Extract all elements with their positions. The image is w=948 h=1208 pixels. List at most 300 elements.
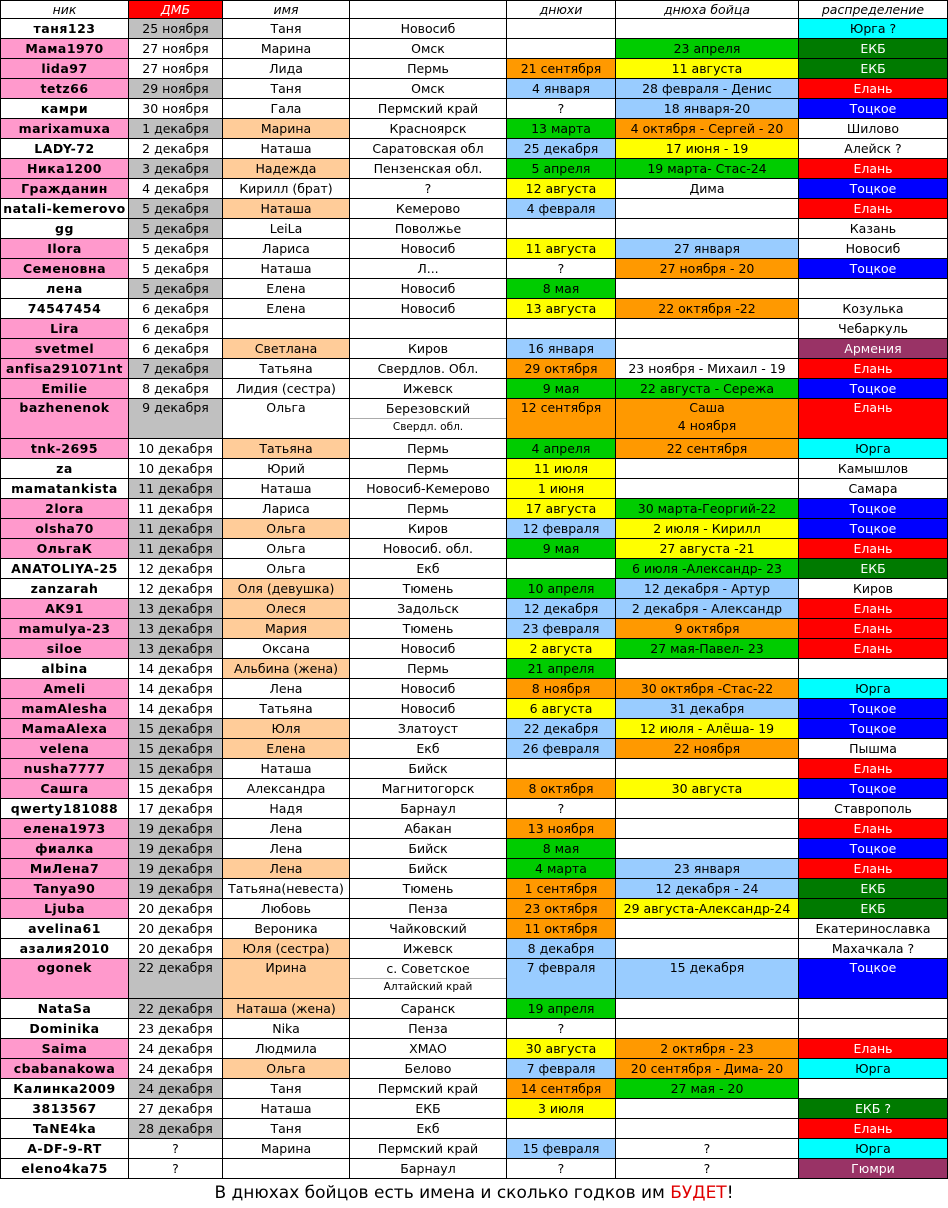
birthday-cell: 23 февраля: [507, 619, 616, 639]
table-row: [1, 779, 948, 799]
soldier-birthday-cell: 2 июля - Кирилл: [616, 519, 799, 539]
table-row: [1, 1079, 948, 1099]
birthday-cell: 17 августа: [507, 499, 616, 519]
dmb-cell: 13 декабря: [129, 599, 223, 619]
birthday-cell: 1 сентября: [507, 879, 616, 899]
distribution-cell: Елань: [799, 819, 948, 839]
nick-cell: zanzarah: [1, 579, 129, 599]
city-cell: Ижевск: [350, 379, 507, 399]
footer-highlight: БУДЕТ: [670, 1183, 727, 1203]
name-cell: Вероника: [223, 919, 350, 939]
soldier-birthday-cell: [616, 1099, 799, 1119]
table-row: [1, 859, 948, 879]
name-cell: Оля (девушка): [223, 579, 350, 599]
nick-cell: marixamuxa: [1, 119, 129, 139]
nick-cell: NataSa: [1, 999, 129, 1019]
birthday-cell: [507, 319, 616, 339]
name-cell: Таня: [223, 79, 350, 99]
dmb-cell: 20 декабря: [129, 899, 223, 919]
distribution-cell: Тоцкое: [799, 99, 948, 119]
table-row: [1, 599, 948, 619]
name-cell: Олеся: [223, 599, 350, 619]
distribution-cell: Самара: [799, 479, 948, 499]
name-cell: Ирина: [223, 959, 350, 999]
dmb-cell: 22 декабря: [129, 999, 223, 1019]
nick-cell: bazhenenok: [1, 399, 129, 439]
birthday-cell: ?: [507, 259, 616, 279]
soldier-birthday-cell: [616, 219, 799, 239]
soldier-birthday-cell: 9 октября: [616, 619, 799, 639]
name-cell: Татьяна: [223, 699, 350, 719]
soldier-birthday-cell: [616, 399, 799, 439]
dmb-cell: 22 декабря: [129, 959, 223, 999]
distribution-cell: ЕКБ: [799, 39, 948, 59]
region-line: Свердл. обл.: [392, 421, 464, 433]
table-row: [1, 399, 948, 439]
name-cell: Мария: [223, 619, 350, 639]
name-cell: [223, 1159, 350, 1179]
nick-cell: svetmel: [1, 339, 129, 359]
distribution-cell: Тоцкое: [799, 179, 948, 199]
nick-cell: лена: [1, 279, 129, 299]
distribution-cell: [799, 1079, 948, 1099]
city-cell: Новосиб-Кемерово: [350, 479, 507, 499]
birthday-cell: 4 января: [507, 79, 616, 99]
nick-cell: фиалка: [1, 839, 129, 859]
nick-cell: Мама1970: [1, 39, 129, 59]
birthday-cell: 2 августа: [507, 639, 616, 659]
soldier-birthday-cell: 27 января: [616, 239, 799, 259]
city-cell: Саранск: [350, 999, 507, 1019]
table-row: [1, 639, 948, 659]
soldier-birthday-cell: 19 марта- Стас-24: [616, 159, 799, 179]
name-cell: Гала: [223, 99, 350, 119]
nick-cell: olsha70: [1, 519, 129, 539]
nick-cell: Гражданин: [1, 179, 129, 199]
birthday-cell: 14 сентября: [507, 1079, 616, 1099]
nick-cell: Lira: [1, 319, 129, 339]
city-cell: Новосиб: [350, 279, 507, 299]
city-cell: Тюмень: [350, 619, 507, 639]
name-cell: [223, 319, 350, 339]
city-cell: Екб: [350, 1119, 507, 1139]
nick-cell: natali-kemerovo: [1, 199, 129, 219]
nick-cell: Saima: [1, 1039, 129, 1059]
table-row: [1, 319, 948, 339]
dmb-cell: 6 декабря: [129, 339, 223, 359]
soldier-birthday-cell: [616, 939, 799, 959]
distribution-cell: Тоцкое: [799, 699, 948, 719]
city-cell: Новосиб: [350, 679, 507, 699]
birthday-cell: 4 апреля: [507, 439, 616, 459]
birthday-cell: 8 ноября: [507, 679, 616, 699]
table-row: [1, 659, 948, 679]
soldier-birthday-cell: Дима: [616, 179, 799, 199]
table-row: [1, 759, 948, 779]
name-cell: Ольга: [223, 559, 350, 579]
region-line: Алтайский край: [383, 981, 473, 993]
city-cell: Пермь: [350, 459, 507, 479]
soldier-birthday-cell: [616, 819, 799, 839]
city-cell: Пермь: [350, 499, 507, 519]
birthday-cell: 13 августа: [507, 299, 616, 319]
table-row: [1, 919, 948, 939]
dmb-cell: 19 декабря: [129, 859, 223, 879]
soldier-birthday-cell: [616, 319, 799, 339]
city-cell: [350, 319, 507, 339]
distribution-cell: Махачкала ?: [799, 939, 948, 959]
dmb-cell: 24 декабря: [129, 1039, 223, 1059]
city-cell: Чайковский: [350, 919, 507, 939]
city-cell: Красноярск: [350, 119, 507, 139]
birthday-cell: 15 февраля: [507, 1139, 616, 1159]
soldier-birthday-cell: 28 февраля - Денис: [616, 79, 799, 99]
nick-cell: anfisa291071nt: [1, 359, 129, 379]
table-row: [1, 519, 948, 539]
nick-cell: ogonek: [1, 959, 129, 999]
birthday-cell: 23 октября: [507, 899, 616, 919]
dmb-cell: 20 декабря: [129, 919, 223, 939]
name-cell: Таня: [223, 1119, 350, 1139]
name-cell: Ольга: [223, 399, 350, 439]
dmb-cell: 10 декабря: [129, 459, 223, 479]
soldier-birthday-cell: 31 декабря: [616, 699, 799, 719]
birthday-cell: ?: [507, 799, 616, 819]
name-cell: Юля: [223, 719, 350, 739]
dmb-cell: 30 ноября: [129, 99, 223, 119]
city-cell: Тюмень: [350, 879, 507, 899]
soldier-birthday-cell: 30 марта-Георгий-22: [616, 499, 799, 519]
city-cell: Златоуст: [350, 719, 507, 739]
name-cell: Татьяна: [223, 359, 350, 379]
birthday-cell: 21 апреля: [507, 659, 616, 679]
nick-cell: AK91: [1, 599, 129, 619]
distribution-cell: Елань: [799, 359, 948, 379]
name-cell: Кирилл (брат): [223, 179, 350, 199]
birthday-cell: 11 июля: [507, 459, 616, 479]
name-cell: Лена: [223, 839, 350, 859]
dmb-cell: 14 декабря: [129, 679, 223, 699]
nick-cell: Tanya90: [1, 879, 129, 899]
dmb-cell: 13 декабря: [129, 619, 223, 639]
table-row: [1, 879, 948, 899]
dmb-cell: 14 декабря: [129, 699, 223, 719]
table-row: [1, 1099, 948, 1119]
dmb-cell: 15 декабря: [129, 779, 223, 799]
soldier-birthday-cell: 23 апреля: [616, 39, 799, 59]
table-row: [1, 699, 948, 719]
name-cell: Надежда: [223, 159, 350, 179]
city-cell: Бийск: [350, 839, 507, 859]
name-cell: Елена: [223, 299, 350, 319]
dmb-cell: 25 ноября: [129, 19, 223, 39]
name-cell: Лида: [223, 59, 350, 79]
birthday-cell: ?: [507, 99, 616, 119]
nick-cell: 3813567: [1, 1099, 129, 1119]
birthday-cell: 5 апреля: [507, 159, 616, 179]
name-cell: Марина: [223, 39, 350, 59]
city-cell: ?: [350, 179, 507, 199]
distribution-cell: Тоцкое: [799, 839, 948, 859]
table-row: [1, 59, 948, 79]
birthday-cell: 10 апреля: [507, 579, 616, 599]
dmb-cell: 5 декабря: [129, 279, 223, 299]
table-row: [1, 99, 948, 119]
soldier-birthday-cell: 11 августа: [616, 59, 799, 79]
distribution-cell: Юрга: [799, 1139, 948, 1159]
dmb-cell: 28 декабря: [129, 1119, 223, 1139]
dmb-cell: 15 декабря: [129, 719, 223, 739]
city-cell: Свердлов. Обл.: [350, 359, 507, 379]
name-cell: Nika: [223, 1019, 350, 1039]
distribution-cell: [799, 999, 948, 1019]
table-row: [1, 1139, 948, 1159]
dmb-cell: 19 декабря: [129, 819, 223, 839]
nick-cell: Emilie: [1, 379, 129, 399]
distribution-cell: Камышлов: [799, 459, 948, 479]
dmb-cell: ?: [129, 1139, 223, 1159]
soldier-birthday-cell: [616, 19, 799, 39]
city-cell: Киров: [350, 339, 507, 359]
distribution-cell: ЕКБ: [799, 59, 948, 79]
birthday-cell: 13 марта: [507, 119, 616, 139]
city-cell: Поволжье: [350, 219, 507, 239]
table-row: [1, 159, 948, 179]
soldier-birthday-cell: 4 октября - Сергей - 20: [616, 119, 799, 139]
name-cell: Елена: [223, 739, 350, 759]
nick-cell: MamaAlexa: [1, 719, 129, 739]
table-row: [1, 479, 948, 499]
table-row: [1, 259, 948, 279]
city-cell: Новосиб: [350, 19, 507, 39]
nick-cell: LADY-72: [1, 139, 129, 159]
birthday-cell: 4 февраля: [507, 199, 616, 219]
distribution-cell: Елань: [799, 539, 948, 559]
soldier-birthday-cell: [616, 339, 799, 359]
soldier-birthday-cell: 27 ноября - 20: [616, 259, 799, 279]
name-cell: Лена: [223, 679, 350, 699]
table-row: [1, 139, 948, 159]
dmb-cell: 11 декабря: [129, 519, 223, 539]
soldier-birthday-cell: [616, 659, 799, 679]
city-cell: Пензенская обл.: [350, 159, 507, 179]
dmb-cell: 2 декабря: [129, 139, 223, 159]
name-cell: Лена: [223, 859, 350, 879]
city-line: Березовский: [350, 399, 506, 419]
table-row: [1, 959, 948, 999]
soldier-birthday-cell: [616, 1019, 799, 1039]
nick-cell: tnk-2695: [1, 439, 129, 459]
dmb-cell: 8 декабря: [129, 379, 223, 399]
dmb-cell: 4 декабря: [129, 179, 223, 199]
table-row: [1, 999, 948, 1019]
soldier-birthday-cell: 27 мая - 20: [616, 1079, 799, 1099]
soldier-birthday-cell: 2 октября - 23: [616, 1039, 799, 1059]
soldier-birthday-cell: [616, 799, 799, 819]
city-cell: Новосиб: [350, 299, 507, 319]
nick-cell: cbabanakowa: [1, 1059, 129, 1079]
birthday-cell: 26 февраля: [507, 739, 616, 759]
distribution-cell: Казань: [799, 219, 948, 239]
nick-cell: ОльгаК: [1, 539, 129, 559]
dmb-cell: 19 декабря: [129, 879, 223, 899]
birthday-cell: ?: [507, 1159, 616, 1179]
name-cell: Оксана: [223, 639, 350, 659]
name-cell: Людмила: [223, 1039, 350, 1059]
table-row: [1, 539, 948, 559]
dmb-cell: 27 ноября: [129, 59, 223, 79]
city-cell: Пенза: [350, 899, 507, 919]
table-row: [1, 619, 948, 639]
table-row: [1, 1039, 948, 1059]
soldier-birthday-cell: 30 августа: [616, 779, 799, 799]
city-cell: Задольск: [350, 599, 507, 619]
birthday-cell: 3 июля: [507, 1099, 616, 1119]
name-cell: Лена: [223, 819, 350, 839]
birthday-cell: 8 декабря: [507, 939, 616, 959]
name-cell: Лариса: [223, 499, 350, 519]
distribution-cell: Шилово: [799, 119, 948, 139]
city-cell: Л...: [350, 259, 507, 279]
distribution-cell: Ставрополь: [799, 799, 948, 819]
distribution-cell: Армения: [799, 339, 948, 359]
nick-cell: qwerty181088: [1, 799, 129, 819]
birthday-cell: 6 августа: [507, 699, 616, 719]
city-cell: Новосиб: [350, 239, 507, 259]
soldier-birthday-cell: 23 января: [616, 859, 799, 879]
name-cell: LeiLa: [223, 219, 350, 239]
distribution-cell: [799, 279, 948, 299]
distribution-cell: Тоцкое: [799, 779, 948, 799]
distribution-cell: Тоцкое: [799, 719, 948, 739]
city-cell: Барнаул: [350, 799, 507, 819]
nick-cell: tetz66: [1, 79, 129, 99]
soldier-birthday-cell: [616, 919, 799, 939]
soldier-birthday-cell: [616, 839, 799, 859]
city-line: с. Советское: [350, 959, 506, 979]
dmb-cell: 20 декабря: [129, 939, 223, 959]
distribution-cell: Елань: [799, 639, 948, 659]
dmb-cell: 1 декабря: [129, 119, 223, 139]
name-cell: Марина: [223, 1139, 350, 1159]
birthday-cell: 12 декабря: [507, 599, 616, 619]
city-cell: Екб: [350, 739, 507, 759]
name-cell: Альбина (жена): [223, 659, 350, 679]
distribution-cell: Тоцкое: [799, 959, 948, 999]
header-birthday: днюхи: [507, 1, 616, 19]
distribution-cell: Пышма: [799, 739, 948, 759]
dmb-cell: 6 декабря: [129, 319, 223, 339]
dmb-cell: 3 декабря: [129, 159, 223, 179]
city-cell: Новосиб: [350, 639, 507, 659]
soldier-name-line: Саша: [689, 400, 725, 415]
table-row: [1, 79, 948, 99]
nick-cell: елена1973: [1, 819, 129, 839]
city-cell: Пермский край: [350, 1079, 507, 1099]
city-cell: [350, 959, 507, 999]
dmb-cell: 10 декабря: [129, 439, 223, 459]
distribution-cell: Тоцкое: [799, 379, 948, 399]
distribution-cell: [799, 1019, 948, 1039]
nick-cell: 74547454: [1, 299, 129, 319]
soldier-birthday-cell: 2 декабря - Александр: [616, 599, 799, 619]
city-cell: Новосиб. обл.: [350, 539, 507, 559]
name-cell: Таня: [223, 19, 350, 39]
city-cell: Пенза: [350, 1019, 507, 1039]
header-distribution: распределение: [799, 1, 948, 19]
nick-cell: nusha7777: [1, 759, 129, 779]
distribution-cell: Екатеринославка: [799, 919, 948, 939]
soldier-birthday-cell: [616, 279, 799, 299]
name-cell: Наташа: [223, 139, 350, 159]
city-cell: Тюмень: [350, 579, 507, 599]
soldier-birthday-cell: 17 июня - 19: [616, 139, 799, 159]
birthday-cell: ?: [507, 1019, 616, 1039]
name-cell: Таня: [223, 1079, 350, 1099]
city-cell: Омск: [350, 79, 507, 99]
table-row: [1, 939, 948, 959]
nick-cell: Калинка2009: [1, 1079, 129, 1099]
soldier-birthday-cell: 22 сентября: [616, 439, 799, 459]
city-cell: Саратовская обл: [350, 139, 507, 159]
soldier-birthday-cell: 29 августа-Александр-24: [616, 899, 799, 919]
nick-cell: Ilora: [1, 239, 129, 259]
birthday-cell: [507, 219, 616, 239]
distribution-cell: Новосиб: [799, 239, 948, 259]
birthday-cell: 25 декабря: [507, 139, 616, 159]
distribution-cell: ЕКБ: [799, 879, 948, 899]
name-cell: Лариса: [223, 239, 350, 259]
soldier-birthday-cell: 22 августа - Сережа: [616, 379, 799, 399]
dmb-cell: 5 декабря: [129, 259, 223, 279]
city-cell: Пермский край: [350, 99, 507, 119]
soldier-birthday-cell: 30 октября -Стас-22: [616, 679, 799, 699]
soldier-birthday-cell: [616, 1119, 799, 1139]
birthday-cell: 8 октября: [507, 779, 616, 799]
soldier-birthday-cell: [616, 459, 799, 479]
header-city: [350, 1, 507, 19]
soldier-birthday-cell: 12 декабря - Артур: [616, 579, 799, 599]
table-row: [1, 579, 948, 599]
name-cell: Наташа: [223, 1099, 350, 1119]
table-row: [1, 679, 948, 699]
city-cell: Магнитогорск: [350, 779, 507, 799]
table-row: [1, 19, 948, 39]
distribution-cell: Юрга: [799, 1059, 948, 1079]
nick-cell: avelina61: [1, 919, 129, 939]
birthday-cell: [507, 759, 616, 779]
nick-cell: МиЛена7: [1, 859, 129, 879]
city-cell: Ижевск: [350, 939, 507, 959]
dmb-cell: 5 декабря: [129, 219, 223, 239]
header-name: имя: [223, 1, 350, 19]
birthday-cell: 11 августа: [507, 239, 616, 259]
soldier-birthday-cell: [616, 999, 799, 1019]
table-row: [1, 1119, 948, 1139]
table-row: [1, 219, 948, 239]
birthday-cell: 7 февраля: [507, 959, 616, 999]
name-cell: Ольга: [223, 539, 350, 559]
city-cell: ХМАО: [350, 1039, 507, 1059]
dmb-cell: 11 декабря: [129, 479, 223, 499]
dmb-cell: 14 декабря: [129, 659, 223, 679]
soldier-birthday-cell: 23 ноября - Михаил - 19: [616, 359, 799, 379]
birthday-cell: 21 сентября: [507, 59, 616, 79]
dmb-cell: 6 декабря: [129, 299, 223, 319]
distribution-cell: Елань: [799, 859, 948, 879]
table-row: [1, 1019, 948, 1039]
distribution-cell: Елань: [799, 1039, 948, 1059]
